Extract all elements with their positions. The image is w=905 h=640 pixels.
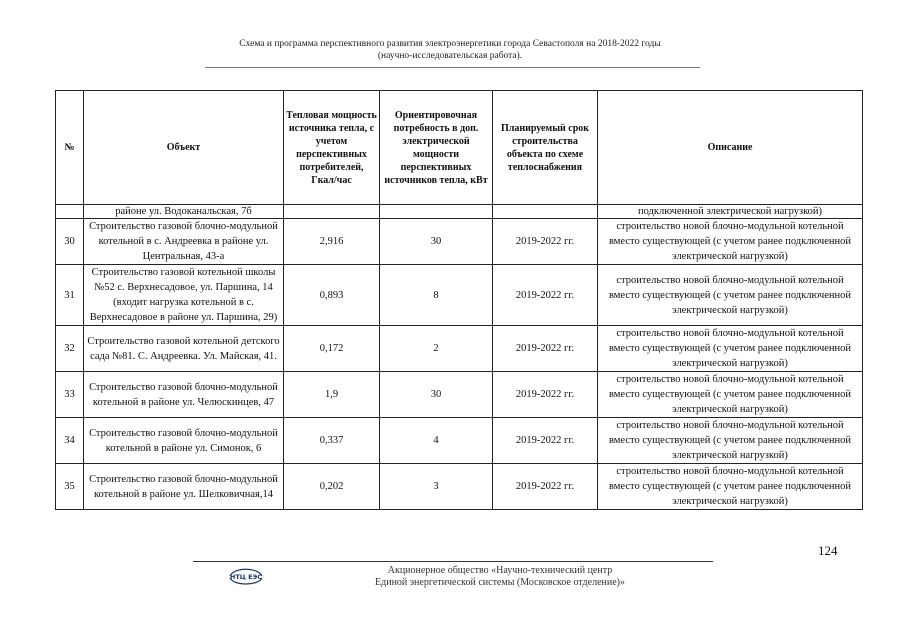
cell-power: 1,9 bbox=[284, 372, 380, 418]
cell-description: строительство новой блочно-модульной котельной вместо существующей (с учетом ранее подключенной электрической нагрузкой) bbox=[598, 265, 863, 326]
cell-power: 2,916 bbox=[284, 219, 380, 265]
table-header-row bbox=[56, 91, 863, 205]
cell-description: строительство новой блочно-модульной котельной вместо существующей (с учетом ранее подключенной электрической нагрузкой) bbox=[598, 418, 863, 464]
cell-description: строительство новой блочно-модульной котельной вместо существующей (с учетом ранее подключенной электрической нагрузкой) bbox=[598, 372, 863, 418]
header-divider bbox=[205, 67, 700, 68]
cell-num: 33 bbox=[56, 372, 84, 418]
cell-description: подключенной электрической нагрузкой) bbox=[598, 205, 863, 219]
cell-need: 3 bbox=[380, 464, 493, 510]
col-header-num: № bbox=[56, 91, 84, 205]
cell-need bbox=[380, 205, 493, 219]
cell-object: Строительство газовой котельной детского сада №81. С. Андреевка. Ул. Майская, 41. bbox=[84, 326, 284, 372]
page-header bbox=[150, 38, 750, 62]
page-footer bbox=[300, 565, 700, 589]
header-title: Схема и программа перспективного развития электроэнергетики города Севастополя на 2018-2022 годы bbox=[239, 39, 661, 49]
cell-num: 34 bbox=[56, 418, 84, 464]
table-row bbox=[56, 464, 863, 510]
cell-description: строительство новой блочно-модульной котельной вместо существующей (с учетом ранее подключенной электрической нагрузкой) bbox=[598, 326, 863, 372]
cell-power bbox=[284, 205, 380, 219]
footer-line-2: Единой энергетической системы (Московское отделение)» bbox=[375, 577, 625, 588]
cell-term: 2019-2022 гг. bbox=[493, 372, 598, 418]
cell-need: 30 bbox=[380, 219, 493, 265]
cell-term: 2019-2022 гг. bbox=[493, 418, 598, 464]
cell-object: Строительство газовой блочно-модульной котельной в с. Андреевка в районе ул. Центральная, 43-а bbox=[84, 219, 284, 265]
table-row bbox=[56, 372, 863, 418]
cell-power: 0,337 bbox=[284, 418, 380, 464]
col-header-object: Объект bbox=[84, 91, 284, 205]
cell-num bbox=[56, 205, 84, 219]
cell-object: Строительство газовой блочно-модульной котельной в районе ул. Симонок, 6 bbox=[84, 418, 284, 464]
table-row bbox=[56, 418, 863, 464]
cell-description: строительство новой блочно-модульной котельной вместо существующей (с учетом ранее подключенной электрической нагрузкой) bbox=[598, 464, 863, 510]
col-header-description: Описание bbox=[598, 91, 863, 205]
table-row bbox=[56, 219, 863, 265]
table-row bbox=[56, 326, 863, 372]
cell-term: 2019-2022 гг. bbox=[493, 326, 598, 372]
cell-object: районе ул. Водоканальская, 7б bbox=[84, 205, 284, 219]
col-header-power: Тепловая мощность источника тепла, с учетом перспективных потребителей, Гкал/час bbox=[284, 91, 380, 205]
footer-line-1: Акционерное общество «Научно-технический центр bbox=[387, 565, 613, 576]
table-row bbox=[56, 265, 863, 326]
cell-term: 2019-2022 гг. bbox=[493, 219, 598, 265]
cell-need: 30 bbox=[380, 372, 493, 418]
cell-need: 2 bbox=[380, 326, 493, 372]
cell-num: 32 bbox=[56, 326, 84, 372]
cell-power: 0,202 bbox=[284, 464, 380, 510]
cell-description: строительство новой блочно-модульной котельной вместо существующей (с учетом ранее подключенной электрической нагрузкой) bbox=[598, 219, 863, 265]
cell-num: 35 bbox=[56, 464, 84, 510]
col-header-term: Планируемый срок строительства объекта по схеме теплоснабжения bbox=[493, 91, 598, 205]
cell-need: 8 bbox=[380, 265, 493, 326]
cell-num: 30 bbox=[56, 219, 84, 265]
company-logo-icon bbox=[226, 565, 266, 587]
col-header-need: Ориентировочная потребность в доп. электрической мощности перспективных источников тепла, кВт bbox=[380, 91, 493, 205]
table-row-continuation bbox=[56, 205, 863, 219]
header-subtitle: (научно-исследовательская работа). bbox=[377, 51, 523, 61]
cell-object: Строительство газовой котельной школы №52 с. Верхнесадовое, ул. Паршина, 14 (входит нагрузка котельной в с. Верхнесадовое в районе ул. Паршина, 29) bbox=[84, 265, 284, 326]
cell-object: Строительство газовой блочно-модульной котельной в районе ул. Шелковичная,14 bbox=[84, 464, 284, 510]
logo-text: НТЦ ЕЭС bbox=[229, 573, 263, 581]
page-number: 124 bbox=[818, 543, 838, 558]
cell-object: Строительство газовой блочно-модульной котельной в районе ул. Челюскинцев, 47 bbox=[84, 372, 284, 418]
objects-table bbox=[55, 90, 863, 510]
cell-num: 31 bbox=[56, 265, 84, 326]
cell-power: 0,893 bbox=[284, 265, 380, 326]
cell-need: 4 bbox=[380, 418, 493, 464]
footer-divider bbox=[193, 561, 713, 562]
cell-term bbox=[493, 205, 598, 219]
cell-term: 2019-2022 гг. bbox=[493, 464, 598, 510]
cell-term: 2019-2022 гг. bbox=[493, 265, 598, 326]
cell-power: 0,172 bbox=[284, 326, 380, 372]
